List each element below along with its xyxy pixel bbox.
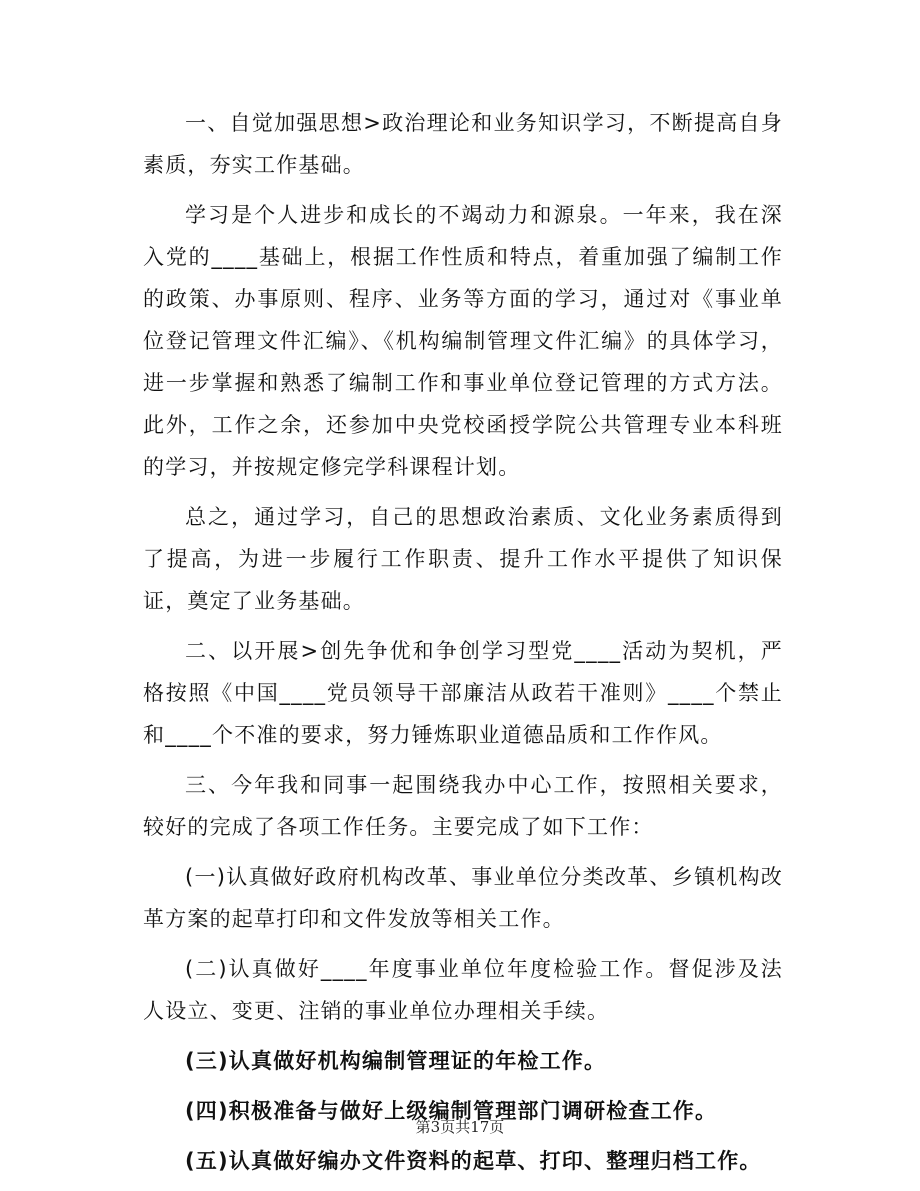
document-body	[143, 102, 783, 1190]
paragraph-item-three: (三)认真做好机构编制管理证的年检工作。	[185, 1049, 607, 1073]
paragraph-summary: 总之，通过学习，自己的思想政治素质、文化业务素质得到了提高，为进一步履行工作职责、提升工作水平提供了知识保证，奠定了业务基础。	[143, 505, 783, 613]
paragraph-item-five: (五)认真做好编办文件资料的起草、打印、整理归档工作。	[185, 1149, 762, 1173]
paragraph-section-one-heading: 一、自觉加强思想>政治理论和业务知识学习，不断提高自身素质，夯实工作基础。	[143, 111, 783, 177]
paragraph-item-two: (二)认真做好____年度事业单位年度检验工作。督促涉及法人设立、变更、注销的事业单位办理相关手续。	[143, 957, 783, 1023]
paragraph-section-two: 二、以开展>创先争优和争创学习型党____活动为契机，严格按照《中国____党员领导干部廉洁从政若干准则》____个禁止和____个不准的要求，努力锤炼职业道德品质和工作作风。	[143, 639, 783, 747]
paragraph-item-one: (一)认真做好政府机构改革、事业单位分类改革、乡镇机构改革方案的起草打印和文件发放等相关工作。	[143, 865, 783, 931]
paragraph-item-four: (四)积极准备与做好上级编制管理部门调研检查工作。	[185, 1099, 718, 1123]
paragraph-study: 学习是个人进步和成长的不竭动力和源泉。一年来，我在深入党的____基础上，根据工作性质和特点，着重加强了编制工作的政策、办事原则、程序、业务等方面的学习，通过对《事业单位登记管理文件汇编》、《机构编制管理文件汇编》的具体学习，进一步掌握和熟悉了编制工作和事业单位登记管理的方式方法。此外，工作之余，还参加中央党校函授学院公共管理专业本科班的学习，并按规定修完学科课程计划。	[143, 203, 783, 479]
page-number-footer: 第3页共17页	[415, 1118, 505, 1136]
paragraph-section-three: 三、今年我和同事一起围绕我办中心工作，按照相关要求，较好的完成了各项工作任务。主要完成了如下工作：	[143, 773, 783, 839]
